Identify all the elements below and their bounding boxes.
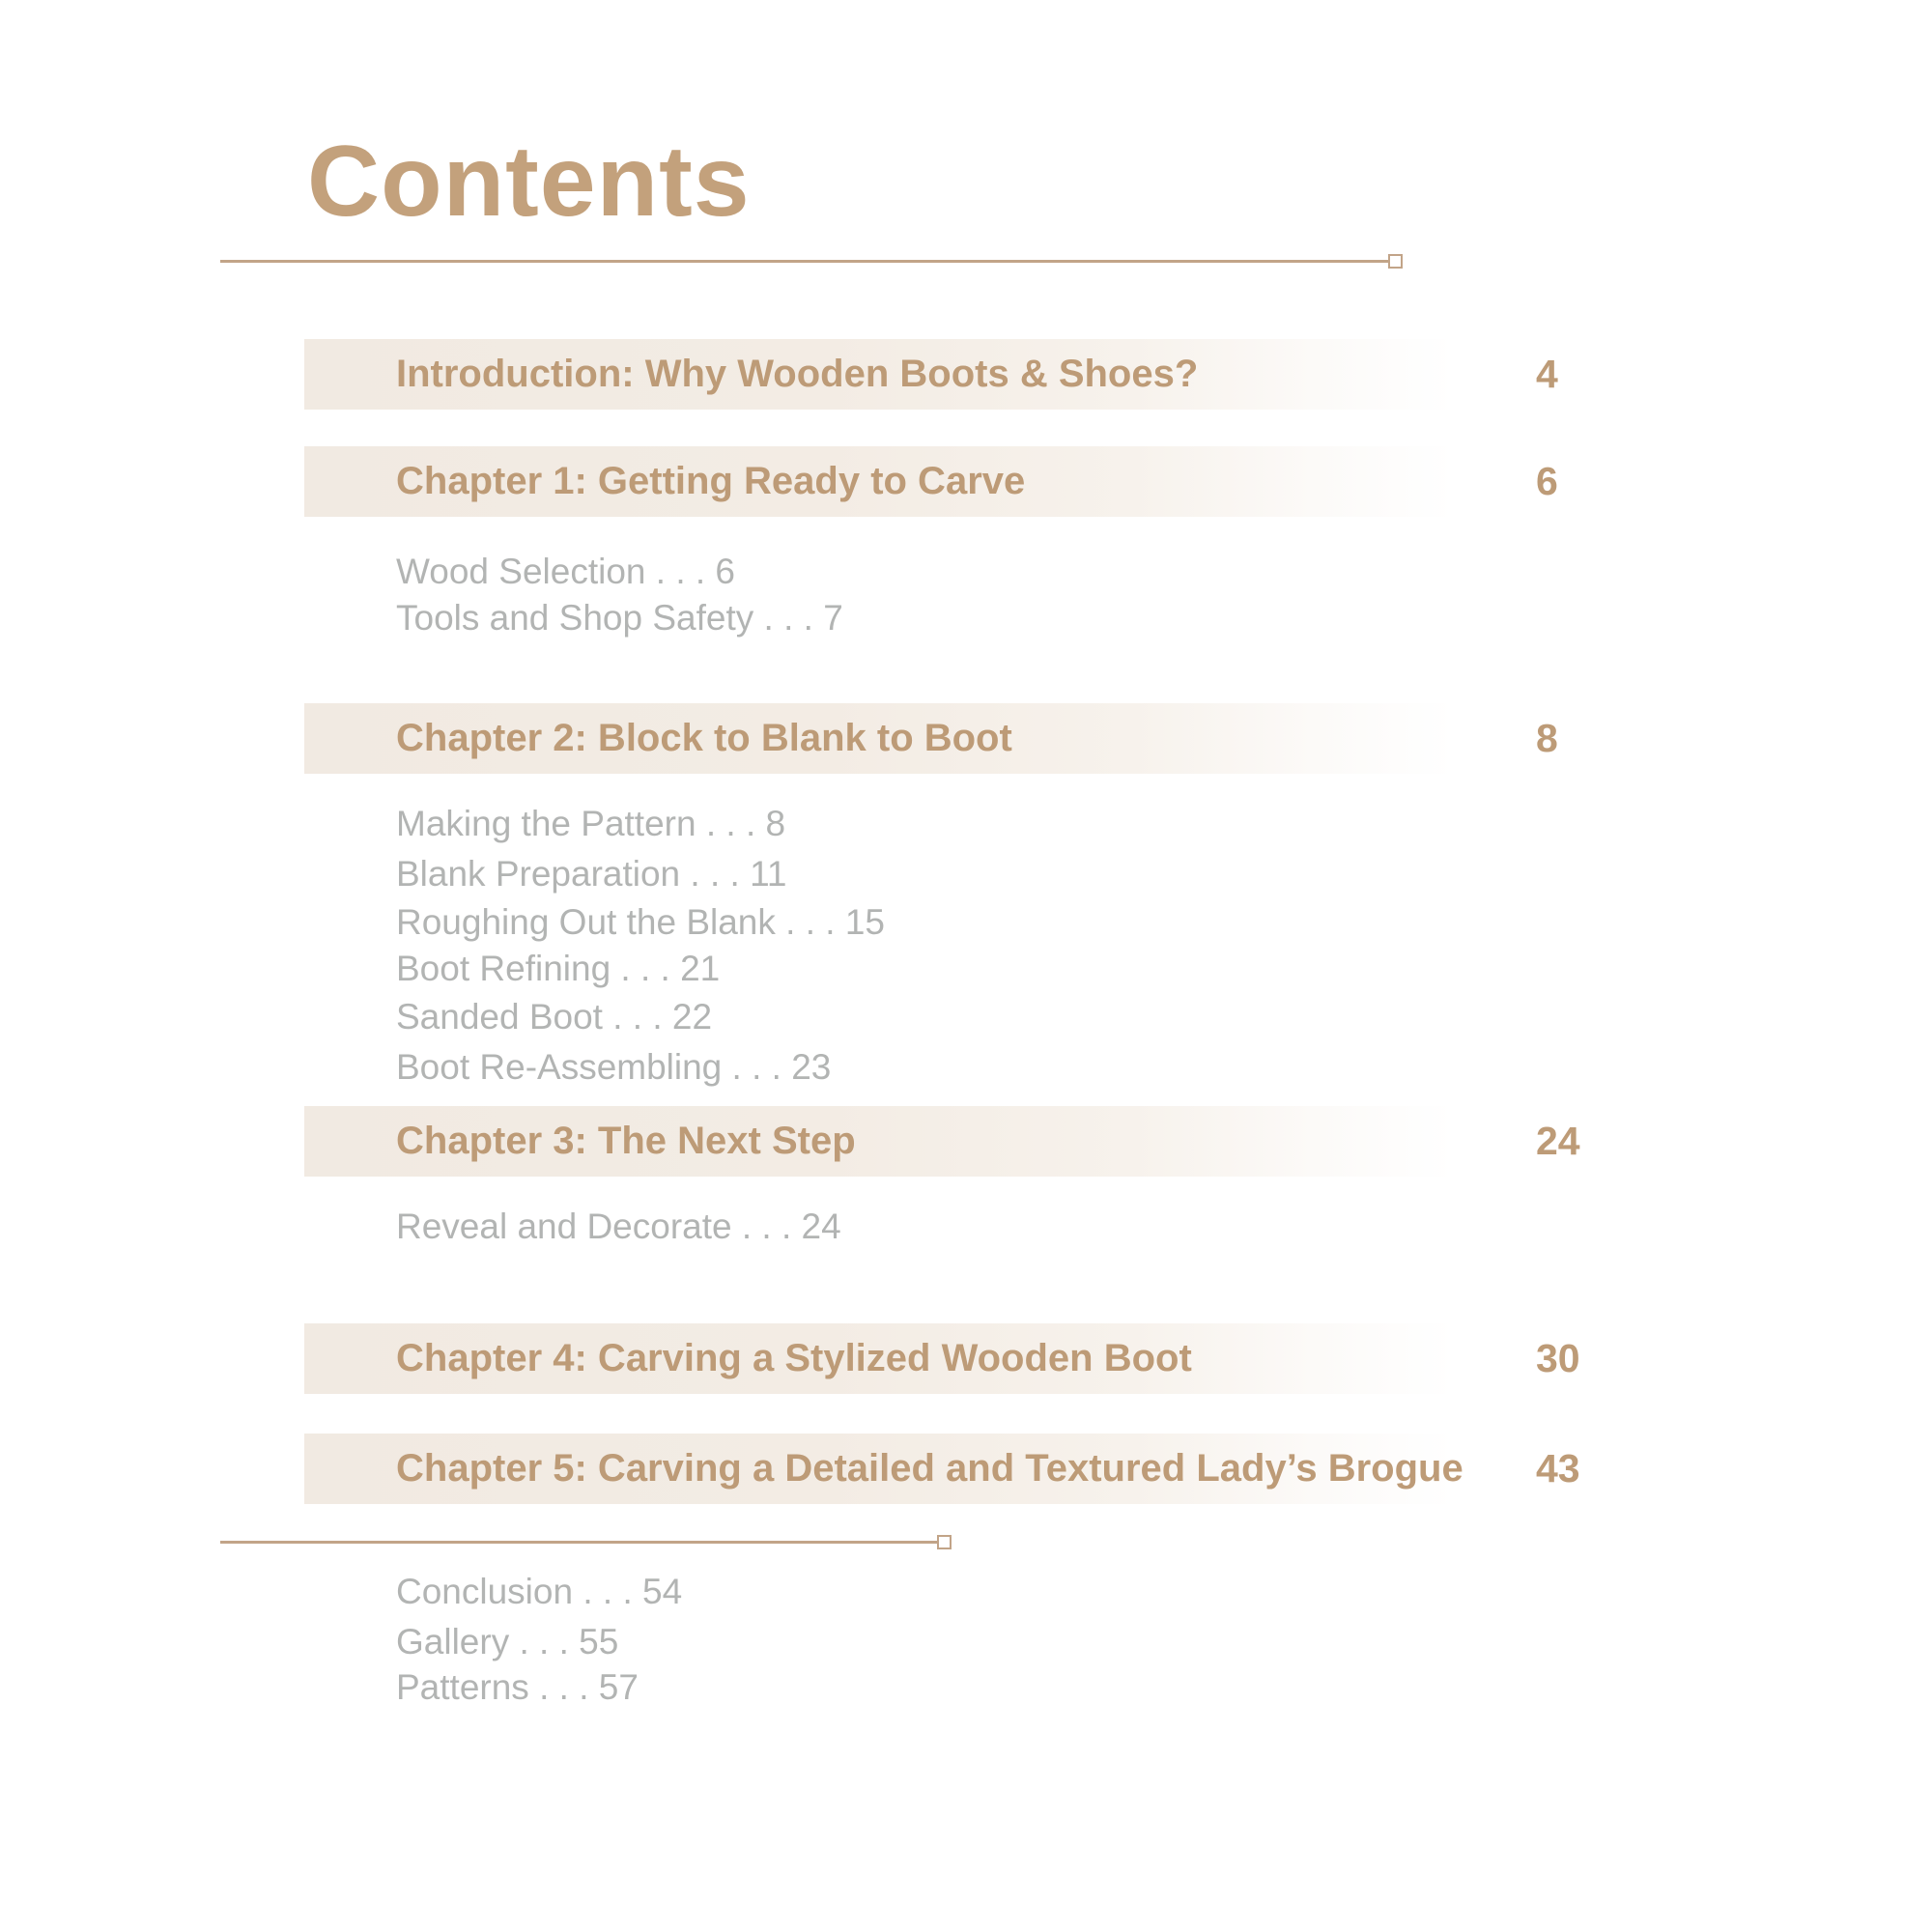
toc-sub-entry: Blank Preparation . . . 11: [396, 854, 787, 894]
page-title: Contents: [307, 126, 751, 238]
toc-sub-entry: Sanded Boot . . . 22: [396, 997, 713, 1036]
toc-chapter-band: [304, 339, 1454, 410]
toc-page-number: 24: [1536, 1119, 1580, 1163]
top-rule-end-square: [1388, 254, 1403, 269]
bottom-rule: [220, 1541, 937, 1544]
toc-sub-entry: Reveal and Decorate . . . 24: [396, 1207, 841, 1246]
toc-sub-entry: Patterns . . . 57: [396, 1667, 639, 1707]
bottom-rule-end-square: [937, 1535, 952, 1549]
toc-chapter-band: [304, 703, 1454, 774]
toc-page-number: 30: [1536, 1336, 1580, 1380]
toc-chapter-band: [304, 1323, 1454, 1394]
toc-page-number: 8: [1536, 716, 1558, 760]
toc-sub-entry: Boot Re-Assembling . . . 23: [396, 1047, 832, 1087]
toc-chapter-title: Chapter 1: Getting Ready to Carve: [396, 460, 1026, 502]
toc-chapter-title: Chapter 2: Block to Blank to Boot: [396, 717, 1012, 759]
toc-chapter-band: [304, 1434, 1463, 1504]
toc-page-number: 4: [1536, 352, 1558, 396]
toc-chapter-band: [304, 446, 1454, 517]
toc-sub-entry: Boot Refining . . . 21: [396, 949, 721, 988]
toc-page-number: 43: [1536, 1446, 1580, 1491]
toc-page-number: 6: [1536, 459, 1558, 503]
toc-chapter-title: Chapter 4: Carving a Stylized Wooden Boot: [396, 1337, 1192, 1379]
top-rule: [220, 260, 1388, 263]
toc-chapter-band: [304, 1106, 1454, 1177]
toc-sub-entry: Making the Pattern . . . 8: [396, 804, 786, 843]
toc-sub-entry: Gallery . . . 55: [396, 1622, 619, 1661]
toc-sub-entry: Wood Selection . . . 6: [396, 552, 736, 591]
toc-chapter-title: Introduction: Why Wooden Boots & Shoes?: [396, 353, 1199, 395]
toc-sub-entry: Conclusion . . . 54: [396, 1572, 683, 1611]
toc-chapter-title: Chapter 5: Carving a Detailed and Textured Lady’s Brogue: [396, 1447, 1463, 1490]
toc-sub-entry: Roughing Out the Blank . . . 15: [396, 902, 885, 942]
toc-chapter-title: Chapter 3: The Next Step: [396, 1120, 856, 1162]
toc-sub-entry: Tools and Shop Safety . . . 7: [396, 598, 843, 638]
